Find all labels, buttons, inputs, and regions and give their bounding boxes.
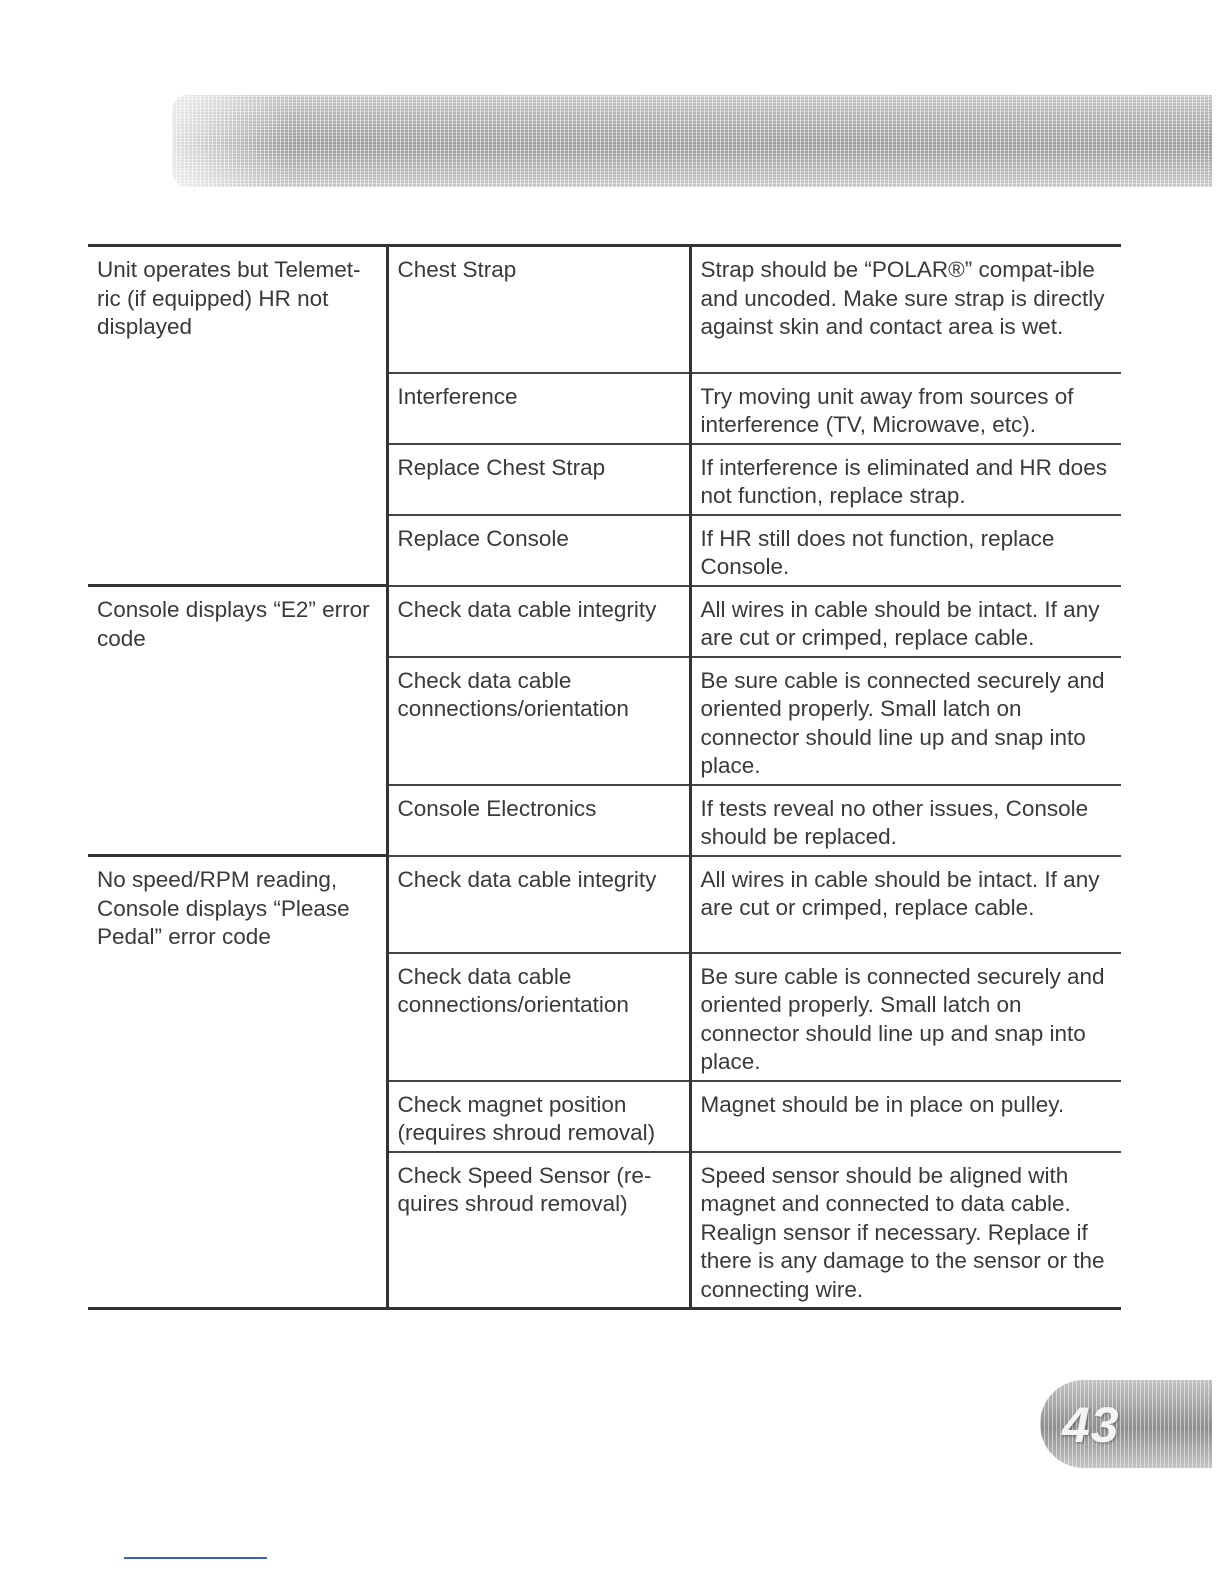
problem-cell: Console displays “E2” error code — [88, 586, 387, 856]
solution-cell: Be sure cable is connected securely and oriented properly. Small latch on connector should line up and snap into place. — [690, 953, 1121, 1081]
page-number: 43 — [1062, 1397, 1120, 1453]
cause-cell: Chest Strap — [387, 246, 690, 373]
problem-cell: No speed/RPM reading, Console displays “Please Pedal” error code — [88, 856, 387, 1309]
cause-cell: Interference — [387, 373, 690, 444]
solution-cell: Try moving unit away from sources of interference (TV, Microwave, etc). — [690, 373, 1121, 444]
cause-cell: Replace Console — [387, 515, 690, 586]
cause-cell: Check data cable integrity — [387, 856, 690, 953]
solution-cell: Speed sensor should be aligned with magnet and connected to data cable. Realign sensor if necessary. Replace if there is any damage to the sensor or the connecting wire. — [690, 1152, 1121, 1309]
cause-cell: Check magnet position (requires shroud removal) — [387, 1081, 690, 1152]
cause-cell: Replace Chest Strap — [387, 444, 690, 515]
cause-cell: Check data cable integrity — [387, 586, 690, 657]
table-row — [88, 586, 1121, 657]
solution-cell: Be sure cable is connected securely and oriented properly. Small latch on connector should line up and snap into place. — [690, 657, 1121, 785]
solution-cell: If interference is eliminated and HR does not function, replace strap. — [690, 444, 1121, 515]
solution-cell: All wires in cable should be intact. If any are cut or crimped, replace cable. — [690, 856, 1121, 953]
footer-divider — [124, 1557, 267, 1559]
page-number-tab — [1040, 1380, 1212, 1468]
cause-cell: Check data cable connections/orientation — [387, 953, 690, 1081]
cause-cell: Console Electronics — [387, 785, 690, 856]
header-banner — [172, 95, 1212, 187]
solution-cell: If HR still does not function, replace Console. — [690, 515, 1121, 586]
solution-cell: If tests reveal no other issues, Console should be replaced. — [690, 785, 1121, 856]
table-row — [88, 856, 1121, 953]
solution-cell: All wires in cable should be intact. If any are cut or crimped, replace cable. — [690, 586, 1121, 657]
solution-cell: Strap should be “POLAR®” compat-ible and uncoded. Make sure strap is directly against skin and contact area is wet. — [690, 246, 1121, 373]
problem-cell: Unit operates but Telemet-ric (if equipped) HR not displayed — [88, 246, 387, 586]
cause-cell: Check Speed Sensor (re-quires shroud removal) — [387, 1152, 690, 1309]
solution-cell: Magnet should be in place on pulley. — [690, 1081, 1121, 1152]
cause-cell: Check data cable connections/orientation — [387, 657, 690, 785]
troubleshooting-table — [88, 244, 1121, 1310]
table-row — [88, 246, 1121, 373]
